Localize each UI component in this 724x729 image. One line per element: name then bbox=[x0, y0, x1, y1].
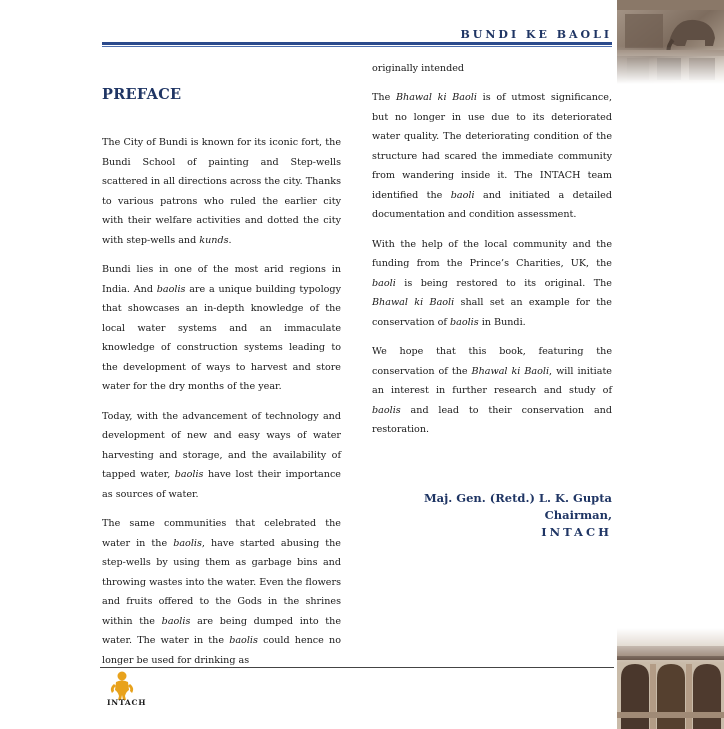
footer-rule bbox=[100, 667, 614, 668]
logo-wordmark: INTACH bbox=[107, 698, 147, 707]
signature-block bbox=[424, 490, 612, 541]
paragraph: The City of Bundi is known for its iconic fort, the Bundi School of painting and Step-wells scattered in all directions across the city. Thanks to various patrons who ruled the earlier city with their welfare activities and dotted the city with step-wells and kunds. bbox=[102, 137, 341, 246]
paragraph: Bundi lies in one of the most arid regions in India. And baolis are a unique building typology that showcases an in-depth knowledge of the local water systems and an immaculate knowledge of construction systems leading to the development of ways to harvest and store water for the dry months of the year. bbox=[102, 264, 341, 392]
page-title: PREFACE bbox=[102, 86, 182, 103]
paragraph: Today, with the advancement of technology and development of new and easy ways of water harvesting and storage, and the availability of tapped water, baolis have lost their importance as sources of water. bbox=[102, 410, 341, 500]
signatory-org: INTACH bbox=[541, 525, 612, 539]
paragraph: The Bhawal ki Baoli is of utmost significance, but no longer in use due to its deteriorated water quality. The deteriorating condition of the structure had scared the immediate community from wandering inside it. The INTACH team identified the baoli and initiated a detailed documentation and condition assessment. bbox=[372, 92, 612, 220]
paragraph: We hope that this book, featuring the conservation of the Bhawal ki Baoli, will initiate an interest in further research and study of baolis and lead to their conservation and restoration. bbox=[372, 346, 612, 435]
signatory-name: Maj. Gen. (Retd.) L. K. Gupta bbox=[423, 491, 612, 505]
header-photo bbox=[617, 0, 724, 84]
paragraph: The same communities that celebrated the water in the baolis, have started abusing the step-wells by using them as garbage bins and throwing wastes into the water. Even the flowers and fruits offered to the Gods in the shrines within the baolis are being dumped into the water. The water in the baolis could hence no longer be used for drinking as bbox=[102, 518, 342, 666]
header-rule bbox=[102, 42, 612, 45]
arched-pavilion-photo bbox=[617, 628, 724, 729]
signatory-title: Chairman, bbox=[544, 508, 612, 522]
right-column bbox=[372, 88, 612, 450]
running-header: BUNDI KE BAOLI bbox=[460, 28, 612, 41]
footer-photo bbox=[617, 628, 724, 729]
paragraph: With the help of the local community and the funding from the Prince’s Charities, UK, the baoli is being restored to its original. The Bhawal ki Baoli shall set an example for the conservation of baolis in Bundi. bbox=[372, 238, 612, 328]
left-column bbox=[102, 133, 341, 680]
continued-text: originally intended bbox=[372, 63, 465, 74]
header-rule-thin bbox=[102, 46, 612, 47]
carved-elephant-photo bbox=[617, 0, 724, 84]
